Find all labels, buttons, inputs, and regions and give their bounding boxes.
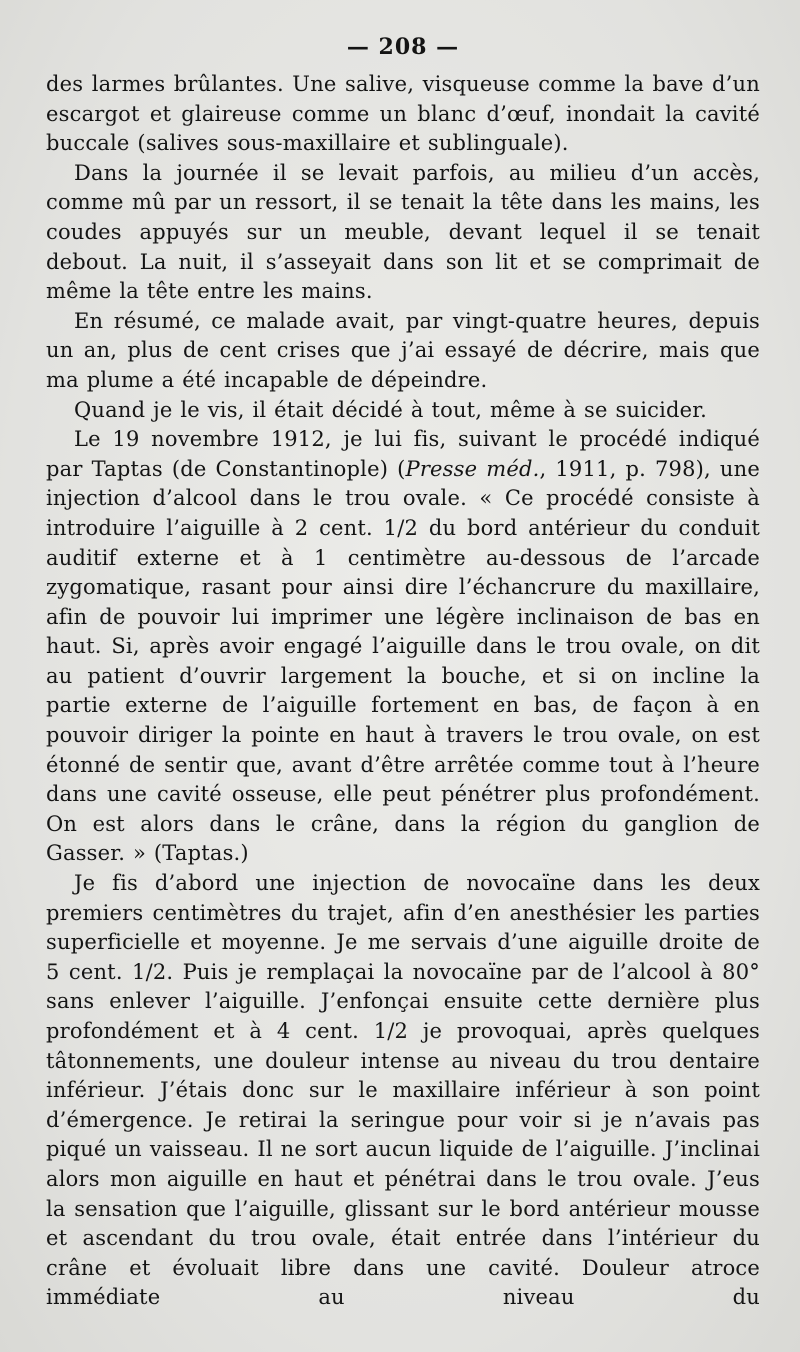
paragraph-3: En résumé, ce malade avait, par vingt-quatre heures, depuis un an, plus de cent crises que j’ai essayé de décrire, mais que ma plume a été incapable de dépeindre. (46, 308, 760, 392)
paragraph-1: des larmes brûlantes. Une salive, visqueuse comme la bave d’un escargot et glaireuse comme un blanc d’œuf, inondait la cavité buccale (salives sous-maxillaire et sublinguale). (46, 72, 760, 156)
paragraph-5 (46, 425, 760, 869)
journal-title-italic: Presse méd. (405, 456, 540, 481)
paragraph-5-text-after: , 1911, p. 798), une injection d’alcool dans le trou ovale. « Ce procédé consiste à introduire l’aiguille à 2 cent. 1/2 du bord antérieur du conduit auditif externe et à 1 centimètre au-dessous de l’arcade zygomatique, rasant pour ainsi dire l’échancrure du maxillaire, afin de pouvoir lui imprimer une légère inclinaison de bas en haut. Si, après avoir engagé l’aiguille dans le trou ovale, on dit au patient d’ouvrir largement la bouche, et si on incline la partie externe de l’aiguille fortement en bas, de façon à en pouvoir diriger la pointe en haut à travers le trou ovale, on est étonné de sentir que, avant d’être arrêtée comme tout à l’heure dans une cavité osseuse, elle peut pénétrer plus profondément. On est alors dans le crâne, dans la région du ganglion de Gasser. » (Taptas.) (46, 456, 760, 866)
paragraph-6: Je fis d’abord une injection de novocaïne dans les deux premiers centimètres du trajet, afin d’en anesthésier les parties superficielle et moyenne. Je me servais d’une aiguille droite de 5 cent. 1/2. Puis je remplaçai la novocaïne par de l’alcool à 80° sans enlever l’aiguille. J’enfonçai ensuite cette dernière plus profondément et à 4 cent. 1/2 je provoquai, après quelques tâtonnements, une douleur intense au niveau du trou dentaire inférieur. J’étais donc sur le maxillaire inférieur à son point d’émergence. Je retirai la seringue pour voir si je n’avais pas piqué un vaisseau. Il ne sort aucun liquide de l’aiguille. J’inclinai alors mon aiguille en haut et pénétrai dans le trou ovale. J’eus la sensation que l’aiguille, glissant sur le bord antérieur mousse et ascendant du trou ovale, était entrée dans l’intérieur du crâne et évoluait libre dans une cavité. Douleur atroce immédiate au niveau du (46, 871, 760, 1310)
paragraph-5-text-before: Le 19 novembre 1912, je lui fis, suivant le procédé indiqué par Taptas (de Constantinople) ( (46, 427, 760, 481)
paragraph-2: Dans la journée il se levait parfois, au milieu d’un accès, comme mû par un ressort, il se tenait la tête dans les mains, les coudes appuyés sur un meuble, devant lequel il se tenait debout. La nuit, il s’asseyait dans son lit et se comprimait de même la tête entre les mains. (46, 160, 760, 304)
page-number: — 208 — (346, 34, 460, 60)
paragraph-4: Quand je le vis, il était décidé à tout, même à se suicider. (74, 397, 708, 422)
